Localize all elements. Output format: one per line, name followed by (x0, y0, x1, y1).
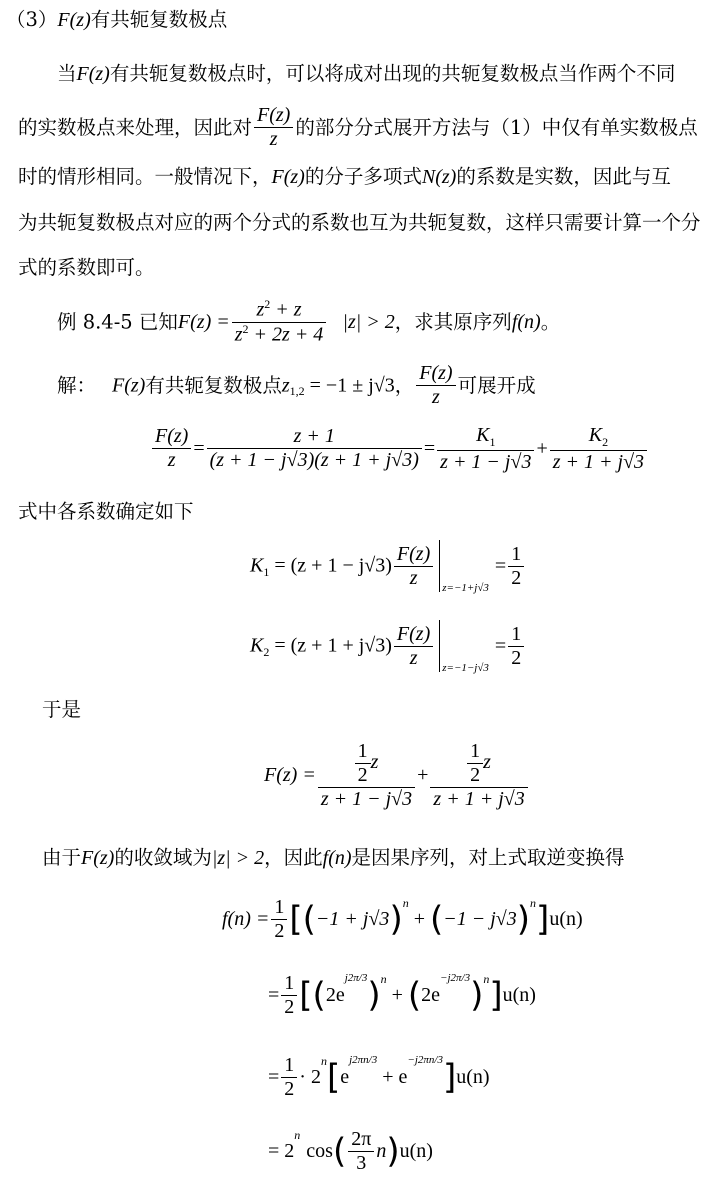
two-e: 2e (421, 984, 441, 1006)
half (281, 972, 297, 1019)
roc-text: ，因此 (264, 846, 323, 869)
den-z: z (234, 323, 243, 346)
frac-den: z (167, 449, 176, 472)
final-two: = 2 (268, 1140, 295, 1162)
para1-text: 的分子多项式 (304, 165, 422, 188)
frac-num: 1 (281, 1054, 297, 1078)
dot-two: · 2 (299, 1066, 321, 1088)
para1-fz: F(z) (271, 166, 305, 188)
para1-text: 时的情形相同。一般情况下， (18, 165, 272, 188)
fz-lhs: F(z) = (264, 764, 316, 786)
k2-result (508, 623, 524, 670)
section-fz: F(z) (57, 9, 91, 31)
frac-den: 2 (284, 1078, 295, 1100)
eq1-mid (207, 425, 422, 472)
half-num: 1 (467, 740, 483, 764)
num-rest: + z (270, 298, 302, 321)
exp-2: −j2π/3 (440, 972, 471, 984)
term2: −1 − j√3 (443, 908, 517, 930)
roc-line (42, 846, 625, 870)
para1-text: 当 (57, 62, 77, 85)
den-rest: + 2z + 4 (248, 323, 324, 346)
roc-fn: f(n) (322, 847, 352, 869)
solution-fz: F(z) (112, 374, 146, 397)
k1-lhs-sub: 1 (263, 564, 270, 579)
yushi-line (42, 698, 81, 721)
exp-n: n (530, 896, 537, 910)
k2: K (588, 424, 603, 446)
frac-den: z (269, 128, 278, 150)
frac-num: 2π (348, 1128, 374, 1152)
un: u(n) (502, 984, 536, 1006)
example-fz: F(z) = (177, 311, 230, 334)
equation-k1: $K_1 = (z + 1 - j√3)$ $\frac{F(z)}{z}$ $_{z=-1+j√3}$= $\frac{1}{2}$ (250, 540, 526, 592)
para1-fz: F(z) (76, 63, 110, 85)
frac-den: 2 (511, 566, 522, 589)
k1-lhs: K (250, 554, 264, 577)
eval-bar (439, 620, 440, 672)
para1-text: 为共轭复数极点对应的两个分式的系数也互为共轭复数，这样只需要计算一个分 (18, 211, 701, 234)
k1: K (476, 424, 490, 446)
k1-sub: 1 (489, 435, 496, 449)
term1: −1 + j√3 (315, 908, 390, 930)
k2-fraction (394, 623, 433, 670)
exp-n: n (380, 972, 387, 986)
exp-n: n (402, 896, 409, 910)
fn-line4: = $2^n\cos$( $\frac{2\pi}{3}$ n)u(n) (268, 1128, 433, 1174)
frac-num: 1 (271, 896, 287, 920)
solution-fraction (416, 362, 455, 409)
final-fraction (348, 1128, 374, 1175)
two-e: 2e (325, 984, 345, 1006)
frac-num: F(z) (394, 543, 433, 567)
roc-text: 的收敛域为 (114, 846, 212, 869)
half-den: 2 (470, 764, 481, 786)
k2-lhs: K (250, 634, 264, 657)
num-exp: 2 (264, 297, 271, 311)
k1-factor: = (z + 1 − j√3) (269, 554, 392, 577)
solution-comma: ， (394, 373, 415, 397)
un: u(n) (549, 908, 583, 930)
frac-num: F(z) (416, 362, 455, 386)
frac-num: 1 (508, 623, 524, 647)
frac-den: (z + 1 − j√3)(z + 1 + j√3) (209, 449, 419, 472)
example-tail: ，求其原序列 (394, 310, 512, 334)
eq1-lhs (152, 425, 191, 472)
pole-sub: 1,2 (289, 384, 305, 399)
coef-text (18, 500, 194, 523)
fz-term2 (430, 740, 527, 811)
roc-value: |z| > 2 (211, 847, 265, 869)
half (281, 1054, 297, 1101)
section-heading (6, 8, 227, 32)
frac-den: z + 1 − j√3 (440, 450, 532, 473)
fz-den2: z + 1 + j√3 (433, 788, 525, 810)
pole-z: z (281, 374, 290, 397)
section-number: （3） (6, 8, 58, 31)
para1-line4 (18, 211, 701, 234)
frac-num: z + 1 (207, 425, 422, 449)
num-z: z (256, 298, 265, 321)
solution-text: 有共轭复数极点 (145, 373, 282, 397)
example-roc: |z| > 2 (342, 311, 395, 334)
frac-den: 2 (511, 646, 522, 669)
para1-line2 (18, 104, 698, 151)
coef-text-content: 式中各系数确定如下 (18, 500, 194, 523)
eq1-k2 (550, 424, 647, 474)
k2-sub: 2 (602, 435, 609, 449)
k1-result (508, 543, 524, 590)
half (271, 896, 287, 943)
half-den: 2 (357, 764, 368, 786)
equation-k2: $K_2 = (z + 1 + j√3)$ $\frac{F(z)}{z}$ $_{z=-1-j√3}$= $\frac{1}{2}$ (250, 620, 526, 672)
para1-text: 的部分分式展开方法与（1）中仅有单实数极点 (295, 115, 698, 139)
frac-den: 2 (274, 920, 285, 942)
fraction (254, 104, 293, 151)
frac-num: F(z) (152, 425, 191, 449)
e: e (340, 1066, 350, 1088)
equation-expansion: $\frac{F(z)}{z}$ = $\frac{z + 1}{(z + 1 - j√3)(z + 1 + j√3)}$ = $\frac{K_1}{z + 1 - j√3}$ + $\frac{K_2}{z + 1 + j√3}$ (150, 424, 649, 474)
exp-3: j2πn/3 (349, 1054, 378, 1066)
equals: = (268, 1066, 280, 1088)
roc-text: 由于 (42, 846, 82, 869)
den-exp: 2 (242, 321, 249, 336)
solution-label: 解： (57, 373, 97, 397)
para1-text: 式的系数即可。 (18, 256, 155, 279)
example-end: 。 (540, 310, 561, 334)
exp-4: −j2πn/3 (407, 1054, 443, 1066)
pole-value: = −1 ± j√3 (304, 374, 395, 397)
example-line (57, 298, 560, 346)
un: u(n) (456, 1066, 490, 1088)
z: z (483, 751, 491, 774)
example-fn: f(n) (511, 311, 541, 334)
fz-den1: z + 1 − j√3 (320, 788, 413, 810)
frac-den: 2 (284, 996, 295, 1018)
para1-line5 (18, 256, 155, 279)
frac-den: z (432, 386, 440, 408)
equation-fz: F(z) = $\frac{1}{2}$ z z + 1 − j√3 + $\frac{1}{2}$ z z + 1 + j√3 (264, 740, 530, 811)
un: u(n) (399, 1140, 433, 1162)
half-num: 1 (355, 740, 371, 764)
section-title: 有共轭复数极点 (90, 8, 228, 31)
k1-eval-point: z=−1+j√3 (442, 581, 489, 594)
frac-den: z (409, 646, 418, 669)
yushi-text: 于是 (42, 698, 82, 721)
fz-term1 (318, 740, 415, 811)
exp-n: n (294, 1128, 301, 1142)
roc-fz: F(z) (81, 847, 115, 869)
para1-text: 的系数是实数，因此与互 (456, 165, 671, 188)
e: e (398, 1066, 408, 1088)
roc-text: 是因果序列，对上式取逆变换得 (351, 846, 625, 869)
frac-den: z + 1 + j√3 (552, 450, 645, 473)
frac-num: 1 (508, 543, 524, 567)
k1-fraction (394, 543, 433, 590)
para1-text: 的实数极点来处理，因此对 (18, 115, 253, 139)
final-n: n (376, 1140, 387, 1162)
fn-line1: f(n) = $\frac{1}{2}$ $[(-1 + j√3)^n + (-1 - j√3)^n]u(n)$ (222, 896, 583, 942)
fn-lhs: f(n) = (222, 908, 270, 930)
exp-n: n (483, 972, 490, 986)
solution-tail: 可展开成 (457, 373, 536, 397)
para1-line3 (18, 165, 671, 189)
exp-n: n (320, 1054, 327, 1068)
frac-den: z (409, 566, 418, 589)
k2-factor: = (z + 1 + j√3) (269, 634, 392, 657)
eq1-k1 (437, 424, 534, 474)
fn-line2: = $\frac{1}{2}$ $[(2e^{j2\pi/3})^n + (2e^{-j2\pi/3})^n]u(n)$ (268, 972, 536, 1018)
para1-text: 有共轭复数极点时，可以将成对出现的共轭复数极点当作两个不同 (109, 62, 676, 85)
frac-num: F(z) (254, 104, 293, 128)
exp-1: j2π/3 (344, 972, 368, 984)
z: z (370, 751, 379, 774)
k2-eval-point: z=−1−j√3 (442, 661, 489, 674)
cos: cos (306, 1140, 333, 1162)
equals: = (268, 984, 280, 1006)
frac-num: F(z) (394, 623, 433, 647)
frac-num: 1 (281, 972, 297, 996)
para1-line1 (57, 62, 675, 86)
k2-lhs-sub: 2 (263, 644, 270, 659)
example-fraction (232, 298, 327, 346)
frac-den: 3 (356, 1152, 367, 1174)
eval-bar (439, 540, 440, 592)
example-label: 例 8.4-5 已知 (57, 310, 178, 334)
solution-line (57, 362, 536, 409)
para1-nz: N(z) (421, 166, 457, 188)
fn-line3: = $\frac{1}{2}$ · $2^n[e^{j2\pi n/3} + e^{-j2\pi n/3}]u(n)$ (268, 1054, 490, 1100)
